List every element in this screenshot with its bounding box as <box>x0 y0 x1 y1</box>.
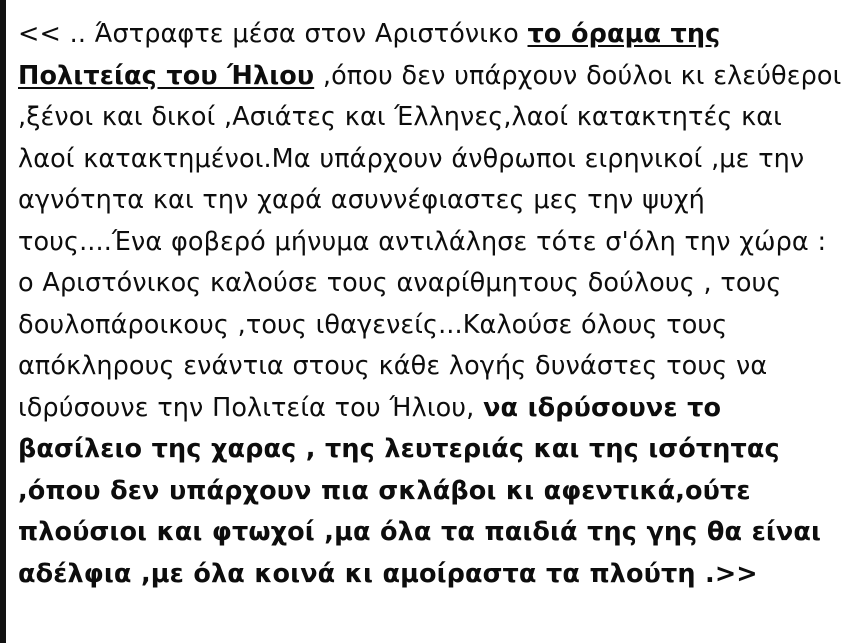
paragraph-segment-plain-2: ,όπου δεν υπάρχουν δούλοι κι ελεύθεροι ,ξένοι και δικοί ,Ασιάτες και Έλληνες,λαοί κατακτητές και λαοί κατακτημένοι.Μα υπάρχουν άνθρωποι ειρηνικοί ,με την αγνότητα και την χαρά ασυννέφιαστες μες την ψυχή τους....Ένα φοβερό μήνυμα αντιλάλησε τότε σ'όλη την χώρα : ο Αριστόνικος καλούσε τους αναρίθμητους δούλους , τους δουλοπάροικους ,τους ιθαγενείς...Καλούσε όλους τους απόκληρους ενάντια στους κάθε λογής δυνάστες τους να ιδρύσουνε την Πολιτεία του Ήλιου, <box>18 60 842 423</box>
quotation-paragraph <box>18 14 844 595</box>
left-accent-bar <box>0 0 6 643</box>
paragraph-segment-plain-1: << .. Άστραφτε μέσα στον Αριστόνικο <box>18 19 528 49</box>
paragraph-segment-bold-underline: το όραμα της Πολιτείας του Ήλιου <box>18 19 721 91</box>
paragraph-segment-bold: να ιδρύσουνε το βασίλειο της χαρας , της λευτεριάς και της ισότητας ,όπου δεν υπάρχουν πια σκλάβοι κι αφεντικά,ούτε πλούσιοι και φτωχοί ,μα όλα τα παιδιά της γης θα είναι αδέλφια ,με όλα κοινά κι αμοίραστα τα πλούτη .>> <box>18 392 822 589</box>
